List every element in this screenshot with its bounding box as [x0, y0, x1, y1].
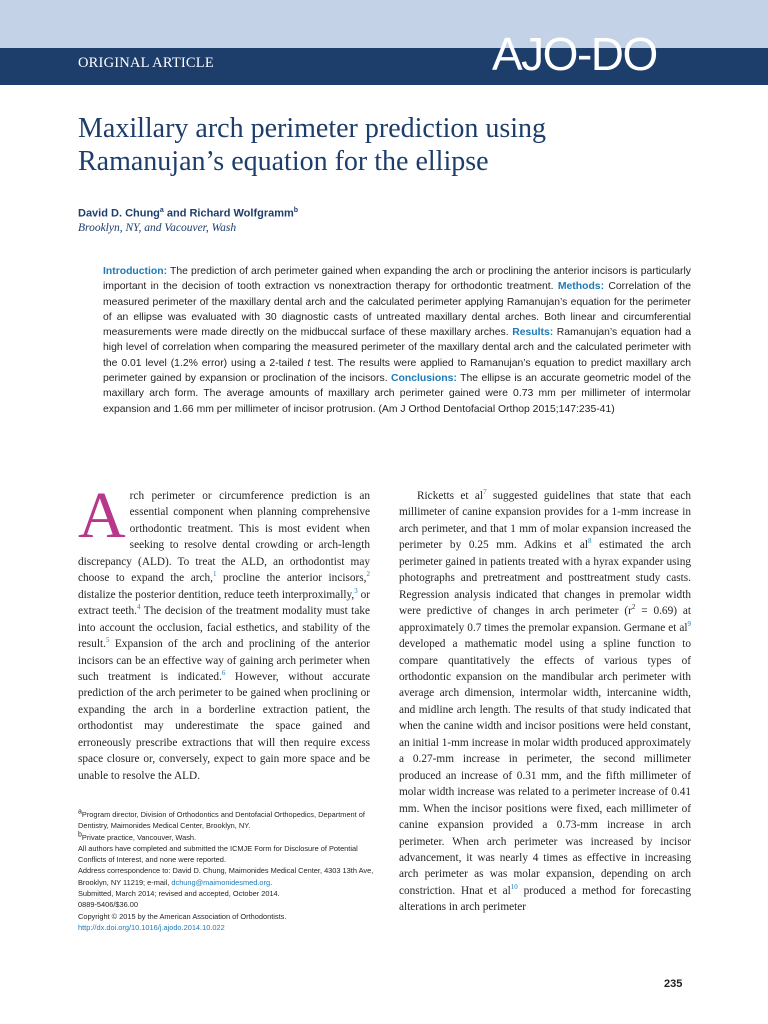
body-text: rch perimeter or circumference prediction is an essential component when planning comprehensive orthodontic treatment. This is most evident when seeking to resolve dental crowding or arch-length discrepancy (ALD). To treat the ALD, an orthodontist may choose to expand the arch, [78, 490, 370, 585]
body-text: The decision of the treatment modality must take into account the occlusion, facial esthetics, and stability of the result. [78, 605, 370, 651]
body-text: or extract teeth. [78, 588, 370, 618]
footnote-marker: b [78, 831, 82, 839]
author-affiliation-marker: a [159, 207, 164, 214]
page-number: 235 [664, 978, 683, 990]
reference-link[interactable]: 7 [483, 488, 487, 497]
body-text: procline the anterior incisors, [216, 572, 367, 585]
reference-link[interactable]: 8 [588, 537, 592, 546]
abstract-heading: Introduction: [103, 266, 168, 277]
body-text: However, without accurate prediction of the arch perimeter to be gained when proclining or expanding the arch in a borderline extraction patient, the orthodontist may underestimate the space gained and erroneously prescribe extractions that will then require excess space closure or, conversely, expect to gain more space and be unable to resolve the ALD. [78, 670, 370, 782]
reference-link[interactable]: 5 [105, 636, 110, 645]
abstract-text: Ramanujan’s equation had a high level of correlation when comparing the measured perimeter of the maxillary dental arch and the calculated perimeter with the 0.01 level (1.2% error) using a 2-tailed [103, 327, 691, 369]
footnote: 0889-5406/$36.00 [78, 900, 139, 910]
author-affiliation-marker: b [293, 207, 299, 214]
superscript: 2 [631, 603, 636, 612]
body-text: developed a mathematic model using a spline function to compare quantitatively the effects of various types of orthodontic expansion on the mandibular arch perimeter with average arch dimension, intermolar width, intercanine width, and midline arch length. The results of that study indicated that when the canine width and incisor positions were held constant, an initial 1-mm increase in molar width produced approximately a 0.27-mm increase in perimeter, the second millimeter produced an increase of 0.31 mm, and the fifth millimeter of molar width increase was related to a perimeter increase of 0.41 mm. When the incisor positions were fixed, each millimeter of canine expansion provided a 0.73-mm increase in arch perimeter. When arch perimeter was increased by incisor advancement, it was nearly 4 times as effective in increasing arch perimeter as was molar expansion, depending on arch constriction. Hnat et al [399, 638, 691, 897]
body-text: distalize the posterior dentition, reduce teeth interproximally, [78, 588, 355, 601]
body-text: estimated the arch perimeter gained in patients treated with a hyrax expander using photographs and pretreatment and posttreatment study casts. Regression analysis indicated that changes in premolar width were predictive of changes in arch perimeter (r [399, 539, 691, 618]
reference-link[interactable]: 10 [510, 883, 518, 892]
article-title: Maxillary arch perimeter prediction using Ramanujan’s equation for the ellipse [78, 113, 547, 177]
abstract-heading: Methods: [557, 281, 605, 293]
reference-link[interactable]: 6 [221, 669, 226, 678]
abstract-heading: Conclusions: [391, 373, 457, 385]
footnote-text: Address correspondence to: David D. Chung, Maimonides Medical Center, 4303 13th Ave, Brooklyn, NY 11219; e-mail, [78, 866, 374, 887]
footnote-text: . [270, 877, 273, 887]
email-link[interactable]: dchung@maimonidesmed.org [171, 877, 271, 887]
reference-link[interactable]: 2 [366, 570, 370, 579]
journal-logo: AJO-DO [492, 28, 657, 80]
author-name: David D. Chung [78, 207, 160, 220]
body-text: Expansion of the arch and proclining of the anterior incisors can be an effective way of gaining arch perimeter when such treatment is indicated. [78, 638, 370, 683]
author-affiliation: Brooklyn, NY, and Vacouver, Wash [78, 222, 237, 234]
footnotes [78, 809, 374, 933]
footnote [78, 865, 374, 888]
drop-cap: A [78, 479, 126, 552]
body-column-left [78, 479, 370, 784]
author-name: Richard Wolfgramm [189, 207, 294, 220]
reference-link[interactable]: 1 [212, 570, 217, 579]
footnote-text: Private practice, Vancouver, Wash. [81, 832, 197, 842]
body-text: = 0.69) at approximately 0.7 times the premolar expansion. Germane et al [399, 605, 691, 634]
abstract-text: The ellipse is an accurate geometric model of the maxillary arch form. The average amounts of maxillary arch perimeter gained were 0.73 mm per millimeter of intermolar expansion and 1.66 mm per millimeter of incisor protrusion. (Am J Orthod Dentofacial Orthop 2015;147:235-41) [103, 373, 691, 415]
footnote [78, 809, 374, 832]
footnote: Submitted, March 2014; revised and accepted, October 2014. [78, 889, 280, 899]
footnote: Copyright © 2015 by the American Association of Orthodontists. [78, 911, 287, 921]
footnote-marker: a [78, 808, 82, 816]
footnote: All authors have completed and submitted the ICMJE Form for Disclosure of Potential Conflicts of Interest, and none were reported. [78, 843, 358, 865]
footnote [78, 832, 374, 843]
reference-link[interactable]: 9 [687, 619, 691, 628]
abstract-heading: Results: [512, 327, 554, 339]
body-text: Ricketts et al [417, 490, 484, 502]
section-label: ORIGINAL ARTICLE [78, 55, 214, 71]
body-text: suggested guidelines that state that each millimeter of canine expansion provides for a 1-mm increase in arch perimeter, and that 1 mm of molar expansion increased the perimeter by 0.25 mm. Adkins et al [399, 490, 691, 552]
abstract-text: test. The results were applied to Ramanujan’s equation to predict maxillary arch perimeter gained by expansion or proclination of the incisors. [103, 357, 691, 385]
abstract-text-italic: t [307, 357, 311, 369]
reference-link[interactable]: 3 [354, 586, 358, 595]
reference-link[interactable]: 4 [136, 603, 141, 612]
footnote-text: Program director, Division of Orthodontics and Dentofacial Orthopedics, Department of Dentistry, Maimonides Medical Center, Brooklyn, NY. [78, 810, 365, 831]
abstract [103, 264, 691, 417]
author-line [78, 207, 298, 220]
doi-link[interactable]: http://dx.doi.org/10.1016/j.ajodo.2014.10.022 [78, 922, 225, 932]
body-text: produced a method for forecasting alterations in arch perimeter [399, 884, 691, 914]
body-column-right [399, 488, 691, 916]
abstract-text: Correlation of the measured perimeter of the maxillary dental arch and the calculated perimeter applying Ramanujan’s equation for the perimeter of an ellipse was evaluated with 30 diagnostic casts of untreated maxillary dental arches. Both linear and circumferential measurements were made directly on the midbuccal surface of these maxillary arches. [103, 281, 691, 339]
author-conjunction: and [163, 207, 190, 220]
abstract-text: The prediction of arch perimeter gained when expanding the arch or proclining the anterior incisors is particularly important in the decision of tooth extraction vs nonextraction therapy for orthodontic treatment. [103, 266, 691, 293]
